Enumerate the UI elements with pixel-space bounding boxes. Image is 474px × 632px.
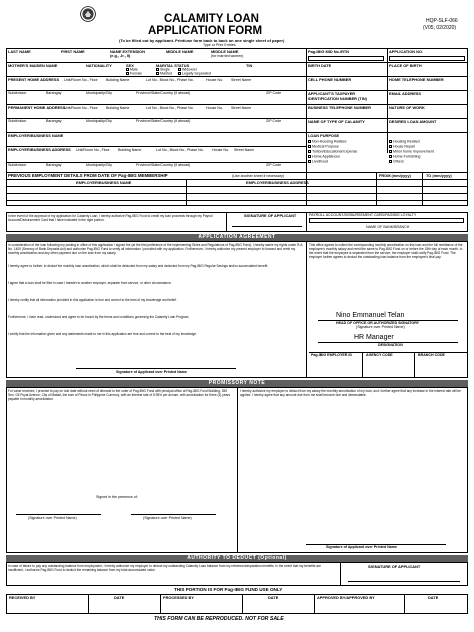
promissory-applicant-signature: Signature of Applicant over Printed Name — [326, 545, 397, 549]
received-by-label: RECEIVED BY — [9, 595, 36, 600]
agreement-paragraph-2: I hereby agree to further, to deduct the monthly loan amortization, which shall be deducted from my salary and deducted from my Pag-IBIG Regular Savings and/or accumulated benefit. — [8, 264, 269, 268]
form-page — [6, 6, 468, 626]
agreement-paragraph-6: I certify that the information given and any statements made to me in this application are true and correct to the best of my knowledge. — [8, 332, 197, 336]
form-instructions: (To be filled out by applicant. Print/use form back to back on one single sheet of paper) — [119, 38, 285, 43]
subdivision-label: Subdivision — [8, 91, 27, 95]
promissory-right-text: I hereby authorize my employer to deduct from my salary the monthly amortization of my loan, and I further agree that any increase in the interest rate will be applied. I hereby agree that any amount due from me shall become due and demandable. — [240, 389, 461, 397]
permanent-lot-label: Lot No., Block No., Phase No. — [146, 106, 194, 110]
unit-room-label: Unit/Room No., Floor — [64, 78, 98, 82]
purpose-appliances[interactable]: Home Appliances — [308, 155, 340, 159]
form-code: HQP-SLF-066 — [426, 18, 458, 24]
permanent-subdivision-label: Subdivision — [8, 119, 27, 123]
from-date-col: FROM (mm/yyyy) — [379, 173, 411, 178]
payroll-account-input[interactable] — [309, 218, 464, 223]
sex-female-option[interactable]: Female — [126, 72, 142, 76]
mothers-maiden-name-label: MOTHER'S MAIDEN NAME — [8, 63, 58, 68]
mid-number-input[interactable] — [308, 56, 384, 61]
witness-1-label: (Signature over Printed Name) — [28, 516, 77, 520]
street-name-label: Street Name — [231, 78, 252, 82]
employer-zip-label: ZIP Code — [266, 163, 282, 167]
purpose-home-furnishing[interactable]: Home Furnishing — [389, 155, 420, 159]
municipality-label: Municipality/City — [86, 91, 112, 95]
payroll-account-label: PAYROLL ACCOUNT/DISBURSEMENT CARD/PAGIBIG LOYALTY — [309, 213, 417, 217]
employer-certification-text: This office agrees to collect the corresponding monthly amortization on this loan and the full remittance of the employee's monthly salary and remit the same to Pag-IBIG Fund on or before the 15th day of each month. In the event that the employee is separated from the service, the employer shall notify Pag-IBIG Fund. The employer further agrees to deduct the outstanding loan balance from the employee's final pay. — [309, 243, 463, 259]
payroll-authorization-text: In the event of the approval of my application for Calamity Loan, I hereby authorize Pag-IBIG Fund to credit my loan proceeds through my Payroll Account/Disbursement Card that I have indicated in the right portion. — [8, 214, 213, 222]
employer-province-label: Province/State/Country (if abroad) — [136, 163, 191, 167]
witness-2-label: (Signature over Printed Name) — [143, 516, 192, 520]
sex-male-option[interactable]: Male — [126, 68, 138, 72]
lot-block-label: Lot No., Block No., Phase No. — [146, 78, 194, 82]
building-name-label: Building Name — [106, 78, 130, 82]
branch-code-label: BRANCH CODE — [418, 353, 445, 357]
marital-married-option[interactable]: Married — [156, 72, 172, 76]
reproduction-footer: THIS FORM CAN BE REPRODUCED. NOT FOR SALE — [154, 616, 284, 622]
house-no-label: House No. — [206, 78, 223, 82]
nature-of-work-label: NATURE OF WORK — [389, 105, 425, 110]
purpose-others[interactable]: Others — [389, 160, 404, 164]
prev-employer-address-col: EMPLOYER/BUSINESS ADDRESS — [246, 180, 309, 185]
permanent-house-label: House No. — [206, 106, 223, 110]
employer-subdivision-label: Subdivision — [8, 163, 27, 167]
middle-name-label: MIDDLE NAME — [166, 49, 194, 54]
purpose-house-repair[interactable]: House Repair — [389, 145, 415, 149]
agreement-paragraph-5: Furthermore, I have read, understood and agree to be bound by the terms and conditions governing the Calamity Loan Program. — [8, 315, 190, 319]
employer-building-label: Building Name — [118, 148, 142, 152]
fund-use-table — [6, 594, 468, 614]
permanent-address-label: PERMANENT HOME ADDRESS — [8, 105, 66, 110]
last-name-label: LAST NAME — [8, 49, 31, 54]
employer-barangay-label: Barangay — [46, 163, 62, 167]
hr-signatory-label: HEAD OF OFFICE OR AUTHORIZED SIGNATORY — [336, 321, 420, 325]
form-version: (V05, 02/2020) — [423, 25, 457, 31]
maiden-middle-name-label: MIDDLE NAME — [211, 49, 239, 54]
to-date-col: TO (mm/yyyy) — [426, 173, 452, 178]
marital-single-option[interactable]: Single — [156, 68, 170, 72]
birth-date-label: BIRTH DATE — [308, 63, 332, 68]
hr-designation: HR Manager — [354, 334, 394, 341]
employer-street-label: Street Name — [234, 148, 255, 152]
signed-in-presence-label: Signed in the presence of: — [96, 495, 138, 499]
employer-municipality-label: Municipality/City — [86, 163, 112, 167]
hr-signatory-name: Nino Emmanuel Telan — [336, 312, 405, 319]
previous-employment-note: (Use another sheet if necessary) — [232, 174, 284, 178]
first-name-label: FIRST NAME — [61, 49, 85, 54]
purpose-non-housing[interactable]: Non-Housing Related — [308, 140, 346, 144]
purpose-housing[interactable]: Housing Related — [389, 140, 420, 144]
permanent-municipality-label: Municipality/City — [86, 119, 112, 123]
purpose-livelihood[interactable]: Livelihood — [308, 160, 328, 164]
business-telephone-label: BUSINESS TELEPHONE NUMBER — [308, 105, 371, 110]
permanent-building-label: Building Name — [106, 106, 130, 110]
tin-label: TIN — [246, 63, 253, 68]
agreement-paragraph-3: I agree that a loan shall be filed in case I transfer to another employer, separate from service, or other circumstance. — [8, 281, 172, 285]
permanent-province-label: Province/State/Country (if abroad) — [136, 119, 191, 123]
purpose-home-improvement[interactable]: Minor home improvement — [389, 150, 434, 154]
marital-separated-option[interactable]: Legally Separated — [178, 72, 211, 76]
zip-code-label: ZIP Code — [266, 91, 282, 95]
barangay-label: Barangay — [46, 91, 62, 95]
email-label: EMAIL ADDRESS — [389, 91, 421, 96]
mid-number-label: Pag-IBIG MID No./RTN — [308, 49, 350, 54]
received-date-label: DATE — [114, 595, 125, 600]
processed-by-label: PROCESSED BY — [163, 595, 194, 600]
authority-to-deduct-text: In case of failure to pay any outstanding balance from employment, I hereby authorize my employer to deduct my outstanding Calamity Loan balance from my retirement/separation benefits. In the event that my benefits are insufficient, I authorize Pag-IBIG Fund to deduct the remaining balance from my total accumulated value. — [8, 564, 321, 572]
payroll-signature-label: SIGNATURE OF APPLICANT — [244, 213, 297, 218]
name-extension-label: NAME EXTENSION (e.g., Jr., II) — [110, 49, 146, 58]
present-address-label: PRESENT HOME ADDRESS — [8, 77, 60, 82]
pag-ibig-logo-icon — [80, 6, 96, 22]
permanent-barangay-label: Barangay — [46, 119, 62, 123]
permanent-unit-label: Unit/Room No., Floor — [64, 106, 98, 110]
agreement-paragraph-1: In consideration of the loan following my posting in office of this application I signed the (at the first preference of the implementing Rules and Regulations of Pag-IBIG Fund), I hereby waive my rights under R.A. No. 1405 (Secrecy of Bank Deposits Act) and authorize Pag-IBIG Fund to verify all information I provided with my application. Furthermore, I hereby authorize my present employer to forward and remit my monthly amortization and any other payment due on the loan from my salary. — [8, 243, 304, 255]
applicant-tin-label: APPLICANT'S TAXPAYER IDENTIFICATION NUMBER (TIN) — [308, 91, 367, 101]
nationality-label: NATIONALITY — [86, 63, 112, 68]
application-number-label: APPLICATION NO. — [389, 49, 424, 54]
previous-employment-label: PREVIOUS EMPLOYMENT DETAILS FROM DATE OF Pag-IBIG MEMBERSHIP — [8, 173, 168, 178]
promissory-note-bar: PROMISSORY NOTE — [6, 380, 468, 387]
application-agreement-bar: APPLICATION AGREEMENT — [6, 234, 468, 241]
loan-amount-label: DESIRED LOAN AMOUNT — [389, 119, 437, 124]
married-note: (for married women) — [211, 54, 244, 58]
application-number-input[interactable] — [389, 56, 465, 61]
permanent-zip-label: ZIP Code — [266, 119, 282, 123]
sex-label: SEX — [126, 63, 134, 68]
employer-lot-label: Lot No., Block No., Phase No. — [156, 148, 204, 152]
form-title-line2: APPLICATION FORM — [148, 25, 263, 37]
agreement-applicant-signature: Signature of Applicant over Printed Name — [116, 370, 187, 374]
marital-status-label: MARITAL STATUS — [156, 63, 190, 68]
cell-phone-label: CELL PHONE NUMBER — [308, 77, 352, 82]
authority-to-deduct-bar: AUTHORITY TO DEDUCT (Optional) — [6, 555, 468, 562]
hr-signatory-sub: (Signature over Printed Name) — [356, 325, 405, 329]
marital-widow-option[interactable]: Widow/er — [178, 68, 197, 72]
purpose-medical[interactable]: Medical Purpose — [308, 145, 339, 149]
approved-date-label: DATE — [428, 595, 439, 600]
employer-unit-label: Unit/Room No., Floor — [76, 148, 110, 152]
approved-by-label: APPROVED BY/APPROVED BY — [317, 595, 375, 600]
deduct-signature-label: SIGNATURE OF APPLICANT — [368, 564, 421, 569]
calamity-type-label: NAME OF TYPE OF CALAMITY — [308, 119, 365, 124]
form-instructions-2: Type or Print Entries — [203, 43, 236, 47]
province-label: Province/State/Country (if abroad) — [136, 91, 191, 95]
place-of-birth-label: PLACE OF BIRTH — [389, 63, 422, 68]
employer-address-label: EMPLOYER/BUSINESS ADDRESS — [8, 147, 71, 152]
fund-use-label: THIS PORTION IS FOR Pag-IBIG FUND USE ONLY — [174, 587, 283, 592]
designation-label: DESIGNATION — [378, 343, 403, 347]
employer-id-label: Pag-IBIG EMPLOYER ID — [311, 353, 352, 357]
form-title-line1: CALAMITY LOAN — [164, 13, 259, 25]
home-telephone-label: HOME TELEPHONE NUMBER — [389, 77, 444, 82]
prev-employer-name-col: EMPLOYER/BUSINESS NAME — [76, 180, 132, 185]
employer-house-label: House No. — [212, 148, 229, 152]
agreement-paragraph-4: I hereby certify that all information provided in this application is true and correct to the best of my knowledge and belief. — [8, 298, 177, 302]
promissory-left-text: For value received, I promise to pay on due date without need of demand to the order of Pag-IBIG Fund with principal office at Pag-IBIG Fund Building, 355 Sen. Gil Puyat Avenue, City of Makati, the sum of Pesos in Philippine Currency, with an interest rate of 5.95% per annum, with amortization for three (3) years payable in monthly amortization. — [8, 389, 231, 401]
processed-date-label: DATE — [268, 595, 279, 600]
permanent-street-label: Street Name — [231, 106, 252, 110]
loan-purpose-label: LOAN PURPOSE — [308, 133, 340, 138]
purpose-tuition[interactable]: Tuition/Educational Expense — [308, 150, 357, 154]
employer-name-label: EMPLOYER/BUSINESS NAME — [8, 133, 64, 138]
bank-branch-label: NAME OF BANK/BRANCH — [366, 225, 410, 229]
agency-code-label: AGENCY CODE — [366, 353, 393, 357]
